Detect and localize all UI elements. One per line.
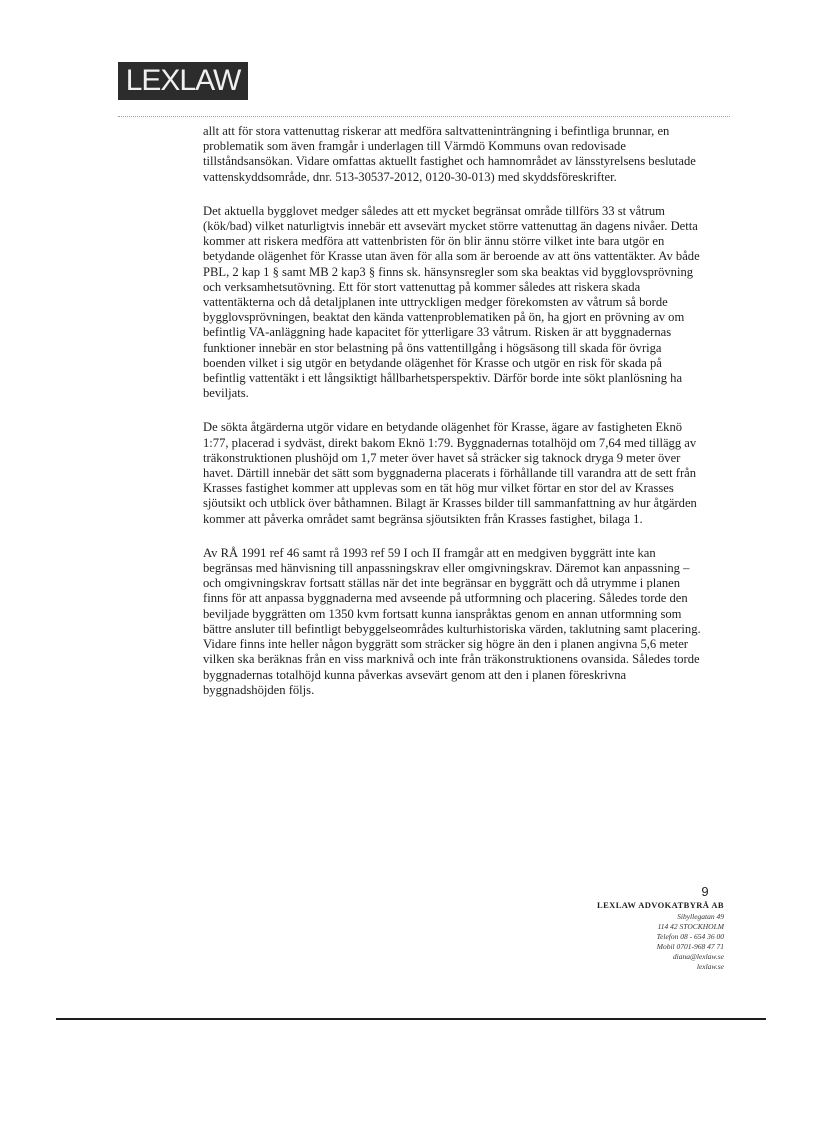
firm-phone: Telefon 08 - 654 36 00 [656,932,724,941]
paragraph-2: Det aktuella bygglovet medger således att ett mycket begränsat område tillförs 33 st våtrum (kök/bad) vilket naturligtvis innebär ett avsevärt mycket större vattenuttag än dagens nivåer. Detta kommer att riskera medföra att vattenbristen för ön blir ännu större vilket inte bara utgör en betydande olägenhet för Krasse utan även för alla som är beroende av att öns vattentäkter. Av både PBL, 2 kap 1 § samt MB 2 kap3 § finns sk. hänsynsregler som ska beaktas vid bygglovsprövning och verksamhetsutövning. Ett för stort vattenuttag på kommer således att riskera skada vattentäkterna och då detaljplanen inte uttryckligen medger förekomsten av våtrum så borde bygglovsprövningen, beaktat den kända vattenproblematiken på ön, ha gjort en prövning av om befintlig VA-anläggning hade kapacitet för ytterligare 33 våtrum. Risken är att byggnadernas funktioner innebär en stor belastning på öns vattentillgång i högsäsong till skada för övriga boenden vilket i sig utgör en betydande olägenhet för Krasse och utgör en risk för skada på befintlig vattentäkt i ett långsiktigt hållbarhetsperspektiv. Därför borde inte sökt planlösning ha beviljats. [203,203,700,401]
firm-address-street: Sibyllegatan 49 [677,912,724,921]
page-number: 9 [701,884,709,899]
firm-mobile: Mobil 0701-968 47 71 [656,942,724,951]
firm-contact-block [597,898,724,972]
footer-divider [56,1018,766,1020]
paragraph-1: allt att för stora vattenuttag riskerar att medföra saltvatteninträngning i befintliga brunnar, en problematik som även framgår i underlagen till Värmdö Kommuns ovan redovisade tillståndsansökan. Vidare omfattas aktuellt fastighet och hamnområdet av länsstyrelsens beslutade vattenskyddsområde, dnr. 513-30537-2012, 0120-30-013) med skyddsföreskrifter. [203,124,696,184]
lexlaw-logo: LEXLAW [118,62,248,100]
firm-email: diana@lexlaw.se [672,952,724,961]
firm-name: LEXLAW ADVOKATBYRÅ AB [597,900,724,910]
firm-address-city: 114 42 STOCKHOLM [657,922,724,931]
letter-body [203,124,703,717]
paragraph-3: De sökta åtgärderna utgör vidare en betydande olägenhet för Krasse, ägare av fastigheten Eknö 1:77, placerad i sydväst, direkt bakom Eknö 1:79. Byggnadernas totalhöjd om 7,64 med tillägg av träkonstruktionen plushöjd om 1,7 meter över havet så sträcker sig taknock dryga 9 meter över havet. Därtill innebär det sätt som byggnaderna placerats i förhållande till varandra att de sett från Krasses fastighet kommer att upplevas som en tät hög mur vilket förtar en stor del av Krasses sjöutsikt och utblick över båthamnen. Bilagt är Krasses bilder till sammanfattning av hur åtgärden kommer att påverka området samt begränsa sjöutsikten från Krasses fastighet, bilaga 1. [203,420,697,526]
header-divider [118,116,730,117]
firm-website: lexlaw.se [696,962,724,971]
paragraph-4: Av RÅ 1991 ref 46 samt rå 1993 ref 59 I och II framgår att en medgiven byggrätt inte kan begränsas med hänvisning till anpassningskrav eller omgivningskrav. Däremot kan anpassning – och omgivningskrav fortsatt ställas när det inte begränsar en byggrätt och då utrymme i planen finns för att anpassa byggnaderna med avseende på utformning och placering. Således torde den beviljade byggrätten om 1350 kvm fortsatt kunna ianspråktas genom en annan utformning som bättre ansluter till befintligt bebyggelseområdes kulturhistoriska värden, taklutning samt placering. Vidare finns inte heller någon byggrätt som sträcker sig högre än den i planen angivna 5,6 meter vilken ska beräknas från en viss marknivå och inte från träkonstruktionens ovansida. Således torde byggnadernas totalhöjd kunna påverkas avsevärt genom att den i planen föreskrivna byggnadshöjden följs. [203,545,701,697]
